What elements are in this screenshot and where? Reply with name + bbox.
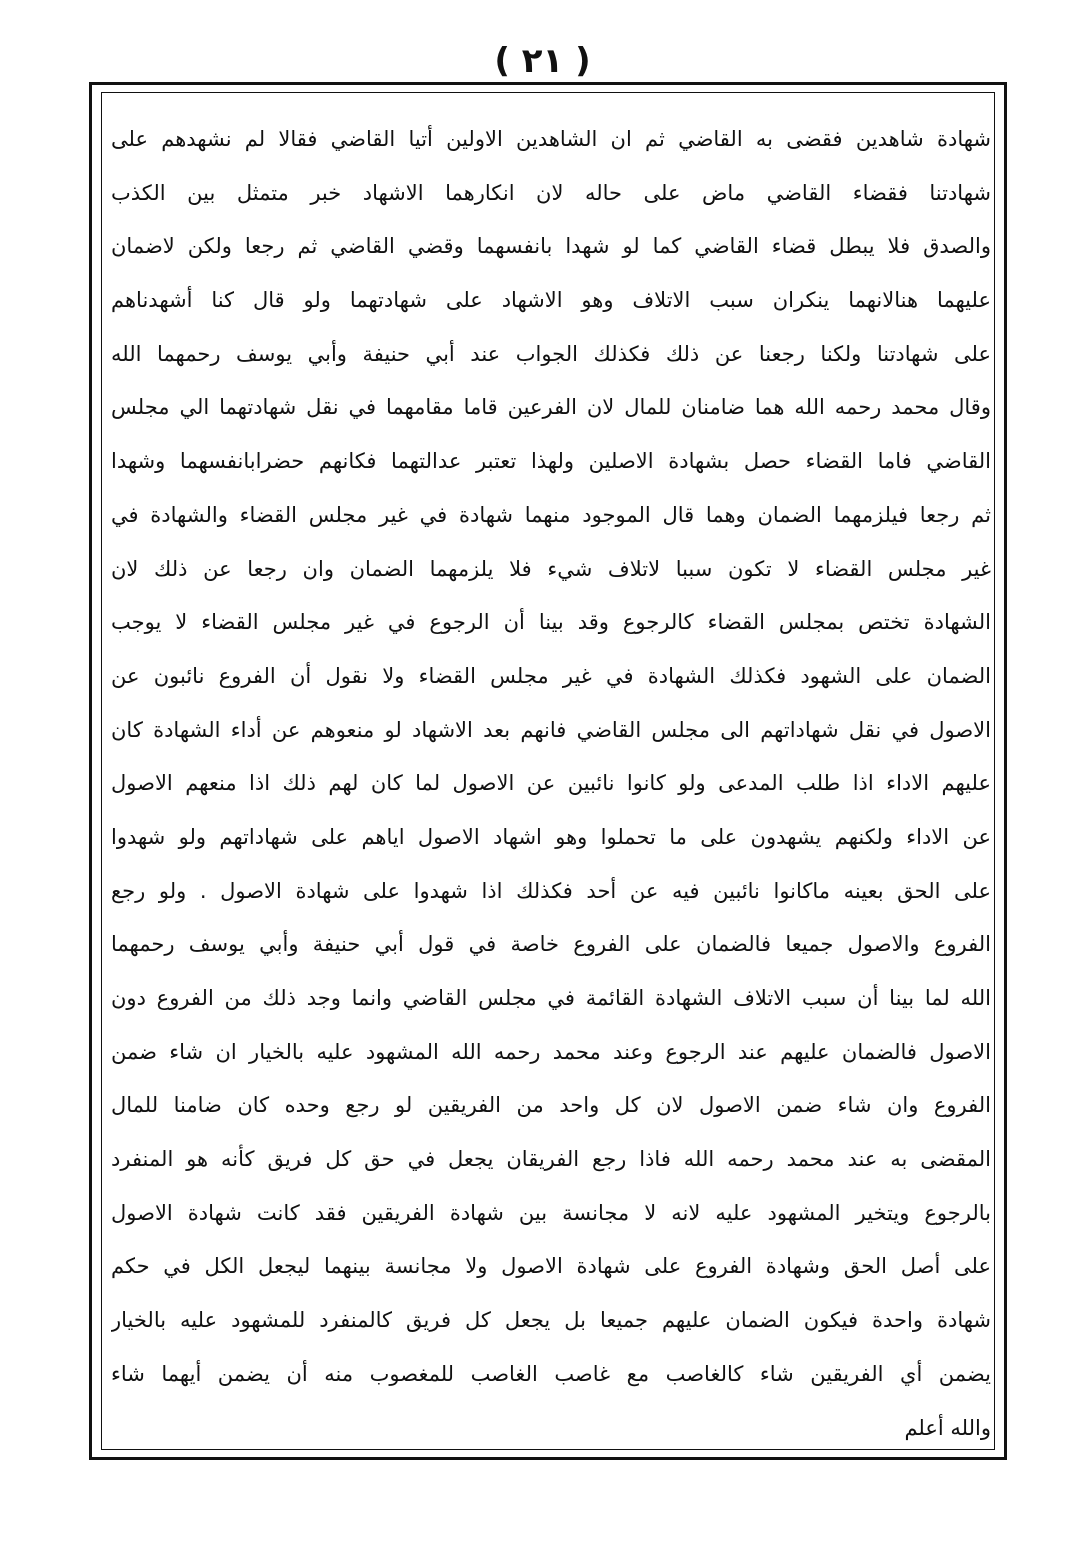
text-line: الفروع والاصول جميعا فالضمان على الفروع خاصة في قول أبي حنيفة وأبي يوسف رحمهما [111, 932, 991, 957]
text-line: شهادة شاهدين فقضى به القاضي ثم ان الشاهدين الاولين أتيا القاضي فقالا لم نشهدهم على [111, 127, 991, 151]
text-line: القاضي فاما القضاء حصل بشهادة الاصلين ولهذا تعتبر عدالتهما فكانهم حضرابانفسهما وشهدا [111, 449, 991, 474]
text-line: على أصل الحق وشهادة الفروع على شهادة الاصول ولا مجانسة بينهما ليجعل الكل في حكم [111, 1254, 991, 1279]
text-line: شهادة واحدة فيكون الضمان عليهم جميعا بل يجعل كل فريق كالمنفرد للمشهود عليه بالخيار [111, 1308, 991, 1333]
text-line: المقضى به عند محمد رحمه الله فاذا رجع الفريقان يجعل في حق كل فريق كأنه هو المنفرد [111, 1147, 991, 1172]
body-text [111, 113, 991, 1455]
text-line: الضمان على الشهود فكذلك الشهادة في غير مجلس القضاء ولا نقول أن الفروع نائبون عن [111, 663, 991, 688]
text-line: والصدق فلا يبطل قضاء القاضي كما لو شهدا بانفسهما وقضي القاضي ثم رجعا ولكن لاضمان [111, 234, 991, 259]
text-line: على شهادتنا ولكنا رجعنا عن ذلك فكذلك الجواب عند أبي حنيفة وأبي يوسف رحمهما الله [111, 341, 991, 366]
text-line: عن الاداء ولكنهم يشهدون على ما تحملوا وهو اشهاد الاصول اياهم على شهاداتهم ولو شهدوا [111, 824, 991, 849]
text-line: الاصول فالضمان عليهم عند الرجوع وعند محمد رحمه الله المشهود عليه بالخيار ان شاء ضمن [111, 1039, 991, 1064]
text-line: على الحق بعينه ماكانوا نائبين فيه عن أحد فكذلك اذا شهدوا على شهادة الاصول . ولو رجع [111, 878, 991, 903]
text-line: ثم رجعا فيلزمهما الضمان وهما قال الموجود منهما شهادة في غير مجلس القضاء والشهادة في [111, 502, 991, 527]
text-line: يضمن أي الفريقين شاء كالغاصب مع غاصب الغاصب للمغصوب منه أن يضمن أيهما شاء [111, 1361, 991, 1386]
closing-line: والله أعلم [904, 1415, 991, 1440]
text-line: شهادتنا فقضاء القاضي ماض على حاله لان انكارهما الاشهاد خبر متمثل بين الكذب [111, 180, 991, 205]
text-line: غير مجلس القضاء لا تكون سببا لاتلاف شيء فلا يلزمهما الضمان وان رجعا عن ذلك لان [111, 556, 991, 581]
text-line: الاصول في نقل شهاداتهم الى مجلس القاضي فانهم بعد الاشهاد لو منعوهم عن أداء الشهادة كان [111, 717, 991, 742]
text-line: الفروع وان شاء ضمن الاصول لان كل واحد من الفريقين لو رجع وحده كان ضامنا للمال [111, 1093, 991, 1118]
text-line: الله لما بينا أن سبب الاتلاف الشهادة القائمة في مجلس القاضي وانما وجد ذلك من الفروع دون [111, 986, 991, 1010]
text-line: وقال محمد رحمه الله هما ضامنان للمال لان الفرعين قاما مقامهما في نقل شهادتهما الي مجلس [111, 395, 991, 420]
text-line: عليهم الاداء اذا طلب المدعى ولو كانوا نائبين عن الاصول لما كان لهم ذلك اذا منعهم الاصول [111, 771, 991, 796]
text-line: عليهما هنالانهما ينكران سبب الاتلاف وهو الاشهاد على شهادتهما ولو قال كنا أشهدناهم [111, 288, 991, 313]
text-line: بالرجوع ويتخير المشهود عليه لانه لا مجانسة بين شهادة الفريقين فقد كانت شهادة الاصول [111, 1200, 991, 1225]
text-line: الشهادة تختص بمجلس القضاء كالرجوع وقد بينا أن الرجوع في غير مجلس القضاء لا يوجب [111, 610, 991, 635]
page-number: ( ٢١ ) [494, 41, 591, 81]
